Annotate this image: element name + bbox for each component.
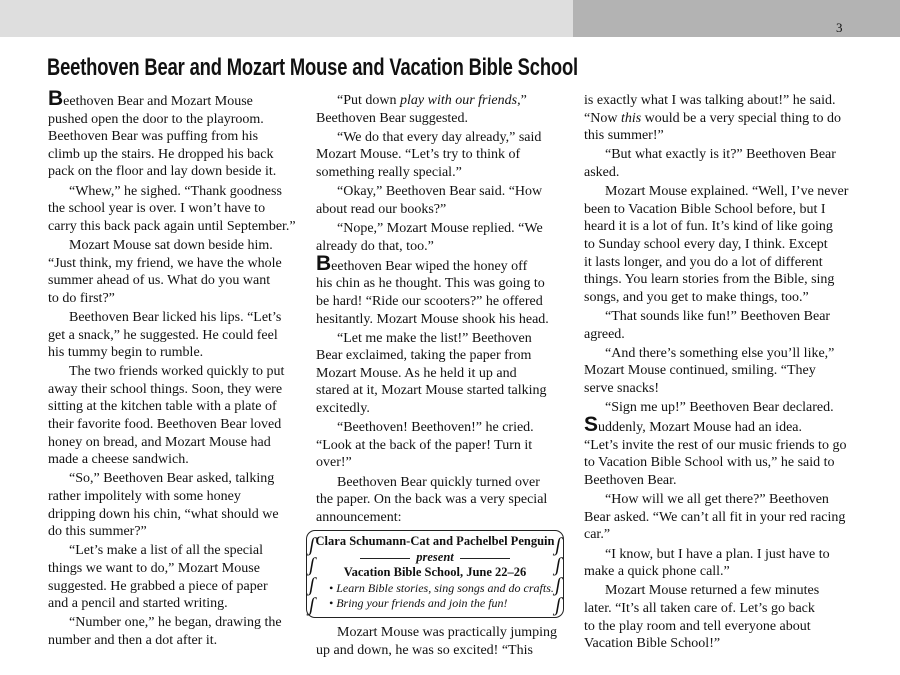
announcement-box xyxy=(306,530,564,618)
text-segment: something really special.” xyxy=(316,164,462,180)
flourish-divider xyxy=(360,558,410,559)
paragraph xyxy=(584,399,864,417)
paragraph xyxy=(316,474,568,527)
paragraph xyxy=(48,363,296,469)
text-segment: rather impolitely with some honey xyxy=(48,489,241,505)
text-line xyxy=(316,311,568,329)
text-line xyxy=(316,183,568,201)
text-line xyxy=(48,87,296,111)
text-line xyxy=(584,491,864,509)
text-segment: “So,” Beethoven Bear asked, talking xyxy=(69,471,275,487)
text-line xyxy=(584,326,864,344)
text-line xyxy=(316,400,568,418)
text-line xyxy=(316,454,568,472)
text-line xyxy=(48,614,296,632)
header-band-light xyxy=(0,0,573,37)
text-line xyxy=(316,251,568,276)
text-line xyxy=(48,255,296,273)
text-line xyxy=(584,308,864,326)
paragraph xyxy=(48,237,296,307)
text-line xyxy=(48,451,296,469)
text-line xyxy=(48,470,296,488)
text-line xyxy=(584,92,864,110)
text-segment: Mozart Mouse. “Let’s try to think of xyxy=(316,147,521,163)
text-line xyxy=(584,127,864,145)
text-line xyxy=(316,92,568,110)
paragraph xyxy=(316,330,568,418)
text-segment: Mozart Mouse. As he held it up and xyxy=(316,365,517,381)
text-segment: over!” xyxy=(316,455,352,471)
text-segment: “Let’s make a list of all the special xyxy=(69,543,263,559)
drop-cap: B xyxy=(316,251,332,275)
text-line xyxy=(316,624,568,642)
text-line xyxy=(48,523,296,541)
text-line xyxy=(584,526,864,544)
text-segment: pushed open the door to the playroom. xyxy=(48,111,264,127)
header-band-dark xyxy=(573,0,900,37)
text-line xyxy=(48,309,296,327)
text-segment: get a snack,” he suggested. He could feel xyxy=(48,327,278,343)
text-segment: Beethoven Bear was puffing from his xyxy=(48,129,259,145)
text-line xyxy=(316,146,568,164)
text-line xyxy=(584,201,864,219)
paragraph xyxy=(316,183,568,218)
text-segment: Mozart Mouse sat down beside him. xyxy=(69,237,273,253)
text-line xyxy=(316,220,568,238)
announcement-present: present xyxy=(416,549,454,564)
text-segment: “Let me make the list!” Beethoven xyxy=(337,330,532,346)
text-segment: the paper. On the back was a very special xyxy=(316,492,548,508)
drop-cap: S xyxy=(584,413,599,437)
text-segment: Beethoven Bear licked his lips. “Let’s xyxy=(69,309,282,325)
text-line xyxy=(48,595,296,613)
text-segment: suggested. He grabbed a piece of paper xyxy=(48,578,268,594)
text-segment: made a cheese sandwich. xyxy=(48,452,189,468)
paragraph xyxy=(316,92,568,127)
text-segment: eethoven Bear and Mozart Mouse xyxy=(63,94,253,109)
text-segment: songs, and you get to make things, too.” xyxy=(584,289,809,305)
paragraph xyxy=(316,129,568,182)
text-line xyxy=(48,128,296,146)
text-line xyxy=(48,290,296,308)
text-line xyxy=(316,201,568,219)
text-segment: away their school things. Soon, they were xyxy=(48,381,283,397)
text-segment: “Let’s invite the rest of our music friends to go xyxy=(584,437,847,453)
text-line xyxy=(48,398,296,416)
text-segment: “Whew,” he sighed. “Thank goodness xyxy=(69,183,282,199)
text-segment: agreed. xyxy=(584,326,625,342)
text-line xyxy=(584,582,864,600)
text-segment: stared at it, Mozart Mouse started talking xyxy=(316,383,547,399)
text-segment: Beethoven Bear. xyxy=(584,473,677,489)
text-line xyxy=(48,632,296,650)
text-segment: car.” xyxy=(584,527,611,543)
text-segment: to the play room and tell everyone about xyxy=(584,618,811,634)
text-segment: “Look at the back of the paper! Turn it xyxy=(316,437,533,453)
paragraph xyxy=(316,419,568,472)
text-segment: climb up the stairs. He dropped his back xyxy=(48,146,274,162)
text-segment: hesitantly. Mozart Mouse shook his head. xyxy=(316,311,549,327)
text-line xyxy=(584,472,864,490)
text-line xyxy=(48,363,296,381)
emphasis-text: this xyxy=(620,110,642,126)
text-segment: be hard! “Ride our scooters?” he offered xyxy=(316,293,543,309)
text-segment: to Vacation Bible School with us,” he said to xyxy=(584,455,835,471)
text-line xyxy=(316,293,568,311)
text-line xyxy=(316,419,568,437)
text-segment: announcement: xyxy=(316,509,402,525)
text-line xyxy=(316,330,568,348)
text-line xyxy=(48,146,296,164)
text-line xyxy=(584,618,864,636)
text-segment: uddenly, Mozart Mouse had an idea. xyxy=(598,420,802,436)
drop-cap: B xyxy=(48,87,64,110)
text-segment: eethoven Bear wiped the honey off xyxy=(331,258,528,274)
text-line xyxy=(584,164,864,182)
text-segment: “We do that every day already,” said xyxy=(337,129,542,145)
text-segment: up and down, he was so excited! “This xyxy=(316,643,533,658)
text-line xyxy=(316,238,568,256)
paragraph xyxy=(48,87,296,181)
text-line xyxy=(584,183,864,201)
text-segment: “But what exactly is it?” Beethoven Bear xyxy=(605,147,836,163)
text-line xyxy=(584,600,864,618)
paragraph xyxy=(584,413,864,489)
text-line xyxy=(48,488,296,506)
paragraph xyxy=(316,251,568,328)
text-line xyxy=(584,271,864,289)
text-line xyxy=(584,454,864,472)
text-column-2 xyxy=(309,92,568,661)
text-line xyxy=(48,200,296,218)
text-line xyxy=(316,437,568,455)
scroll-ornament-icon: ʃ ʃ ʃ ʃ xyxy=(309,534,315,617)
text-segment: the school year is over. I won’t have to xyxy=(48,201,266,217)
text-segment: dripping down his chin, “what should we xyxy=(48,506,279,522)
paragraph xyxy=(584,146,864,181)
text-line xyxy=(48,434,296,452)
paragraph xyxy=(316,220,568,255)
text-segment: do this summer?” xyxy=(48,524,147,540)
text-segment: later. “It’s all taken care of. Let’s go back xyxy=(584,600,815,616)
paragraph xyxy=(584,183,864,306)
text-line xyxy=(584,399,864,417)
text-segment: Bear asked. “We can’t all fit in your red racing xyxy=(584,509,846,525)
text-line xyxy=(48,542,296,560)
text-segment: sitting at the kitchen table with a plate of xyxy=(48,399,277,415)
text-segment: to Sunday school every day, I think. Except xyxy=(584,236,828,252)
text-segment: “Put down xyxy=(337,93,400,108)
text-segment: honey on bread, and Mozart Mouse had xyxy=(48,434,271,450)
text-segment: their favorite food. Beethoven Bear loved xyxy=(48,417,282,433)
text-segment: his chin as he thought. This was going to xyxy=(316,276,545,292)
text-segment: “Okay,” Beethoven Bear said. “How xyxy=(337,184,543,200)
text-segment: things we want to do,” Mozart Mouse xyxy=(48,561,260,576)
text-line xyxy=(584,254,864,272)
paragraph xyxy=(48,470,296,540)
text-line xyxy=(584,437,864,455)
emphasis-text: play with our friends xyxy=(400,93,518,108)
text-line xyxy=(48,560,296,578)
text-segment: things. You learn stories from the Bible, sing xyxy=(584,272,835,288)
text-segment: ,” xyxy=(517,93,527,108)
text-line xyxy=(48,237,296,255)
text-line xyxy=(48,381,296,399)
text-line xyxy=(316,347,568,365)
text-segment: his tummy begin to rumble. xyxy=(48,345,204,361)
announcement-event: Vacation Bible School, June 22–26 xyxy=(343,565,527,580)
text-segment: “Number one,” he began, drawing the xyxy=(69,615,282,631)
text-line xyxy=(584,362,864,380)
paragraph xyxy=(584,345,864,398)
paragraph xyxy=(584,92,864,145)
text-segment: “Now xyxy=(584,110,621,126)
text-segment: excitedly. xyxy=(316,401,370,417)
text-segment: Beethoven Bear suggested. xyxy=(316,110,469,126)
text-line xyxy=(584,146,864,164)
text-line xyxy=(584,413,864,437)
text-line xyxy=(316,474,568,492)
text-segment: it lasts longer, and you do a lot of different xyxy=(584,254,823,270)
text-segment: “I know, but I have a plan. I just have to xyxy=(605,546,830,562)
story-title: Beethoven Bear and Mozart Mouse and Vacation Bible School xyxy=(47,54,578,81)
announcement-bullet: • Bring your friends and join the fun! xyxy=(329,596,508,611)
text-column-3 xyxy=(584,92,864,654)
paragraph xyxy=(584,546,864,581)
text-segment: “And there’s something else you’ll like,” xyxy=(605,345,835,361)
text-segment: this summer!” xyxy=(584,128,664,144)
text-segment: summer ahead of us. What do you want xyxy=(48,273,271,289)
page-number: 3 xyxy=(836,20,843,35)
text-line xyxy=(584,289,864,307)
text-line xyxy=(584,218,864,236)
text-segment: “That sounds like fun!” Beethoven Bear xyxy=(605,308,831,324)
text-segment: carry this back pack again until September.” xyxy=(48,218,296,234)
text-line xyxy=(316,129,568,147)
text-segment: The two friends worked quickly to put xyxy=(69,364,285,380)
text-line xyxy=(48,327,296,345)
text-segment: about read our books?” xyxy=(316,201,447,217)
text-segment: already do that, too.” xyxy=(316,238,434,254)
paragraph xyxy=(48,309,296,362)
text-line xyxy=(316,642,568,660)
text-segment: “Sign me up!” Beethoven Bear declared. xyxy=(605,400,834,416)
text-line xyxy=(316,365,568,383)
text-line xyxy=(316,164,568,182)
text-segment: Beethoven Bear quickly turned over xyxy=(337,474,540,490)
paragraph xyxy=(584,582,864,652)
paragraph xyxy=(584,491,864,544)
text-line xyxy=(48,111,296,129)
text-segment: and a pencil and started writing. xyxy=(48,596,228,612)
text-segment: Mozart Mouse returned a few minutes xyxy=(605,583,820,599)
announcement-presenters: Clara Schumann-Cat and Pachelbel Penguin xyxy=(315,534,555,549)
text-line xyxy=(316,382,568,400)
text-line xyxy=(48,183,296,201)
text-line xyxy=(48,416,296,434)
text-segment: Mozart Mouse continued, smiling. “They xyxy=(584,363,816,379)
text-line xyxy=(584,110,864,128)
text-segment: Bear exclaimed, taking the paper from xyxy=(316,348,532,364)
text-segment: heard it is a lot of fun. It’s kind of like going xyxy=(584,219,833,235)
text-line xyxy=(48,272,296,290)
text-segment: Mozart Mouse explained. “Well, I’ve never xyxy=(605,184,849,200)
text-line xyxy=(48,218,296,236)
text-line xyxy=(584,380,864,398)
paragraph xyxy=(48,614,296,649)
paragraph xyxy=(316,624,568,659)
text-line xyxy=(584,546,864,564)
text-segment: “Nope,” Mozart Mouse replied. “We xyxy=(337,220,543,236)
text-line xyxy=(316,509,568,527)
text-line xyxy=(48,578,296,596)
text-line xyxy=(48,163,296,181)
scroll-ornament-icon: ʃ ʃ ʃ ʃ xyxy=(555,534,561,617)
text-line xyxy=(48,344,296,362)
text-segment: “How will we all get there?” Beethoven xyxy=(605,492,829,508)
text-segment: to do first?” xyxy=(48,290,115,306)
text-line xyxy=(316,110,568,128)
text-segment: asked. xyxy=(584,164,620,180)
text-segment: would be a very special thing to do xyxy=(641,110,842,126)
text-line xyxy=(584,345,864,363)
text-line xyxy=(584,509,864,527)
paragraph xyxy=(48,183,296,236)
text-segment: pack on the floor and lay down beside it. xyxy=(48,164,277,180)
text-segment: is exactly what I was talking about!” he said. xyxy=(584,93,836,108)
text-segment: “Just think, my friend, we have the whole xyxy=(48,255,282,271)
flourish-divider xyxy=(460,558,510,559)
text-segment: Mozart Mouse was practically jumping xyxy=(337,625,558,641)
text-segment: number and then a dot after it. xyxy=(48,632,218,648)
text-line xyxy=(316,275,568,293)
paragraph xyxy=(48,542,296,612)
text-line xyxy=(316,491,568,509)
text-line xyxy=(48,506,296,524)
text-column-1 xyxy=(48,87,296,651)
announcement-bullet: • Learn Bible stories, sing songs and do crafts. xyxy=(329,580,554,595)
text-segment: make a quick phone call.” xyxy=(584,564,730,580)
paragraph xyxy=(584,308,864,343)
text-line xyxy=(584,563,864,581)
text-line xyxy=(584,236,864,254)
text-line xyxy=(584,635,864,653)
text-segment: been to Vacation Bible School before, but I xyxy=(584,201,826,217)
text-segment: serve snacks! xyxy=(584,380,660,396)
text-segment: “Beethoven! Beethoven!” he cried. xyxy=(337,420,534,436)
text-segment: Vacation Bible School!” xyxy=(584,636,721,652)
